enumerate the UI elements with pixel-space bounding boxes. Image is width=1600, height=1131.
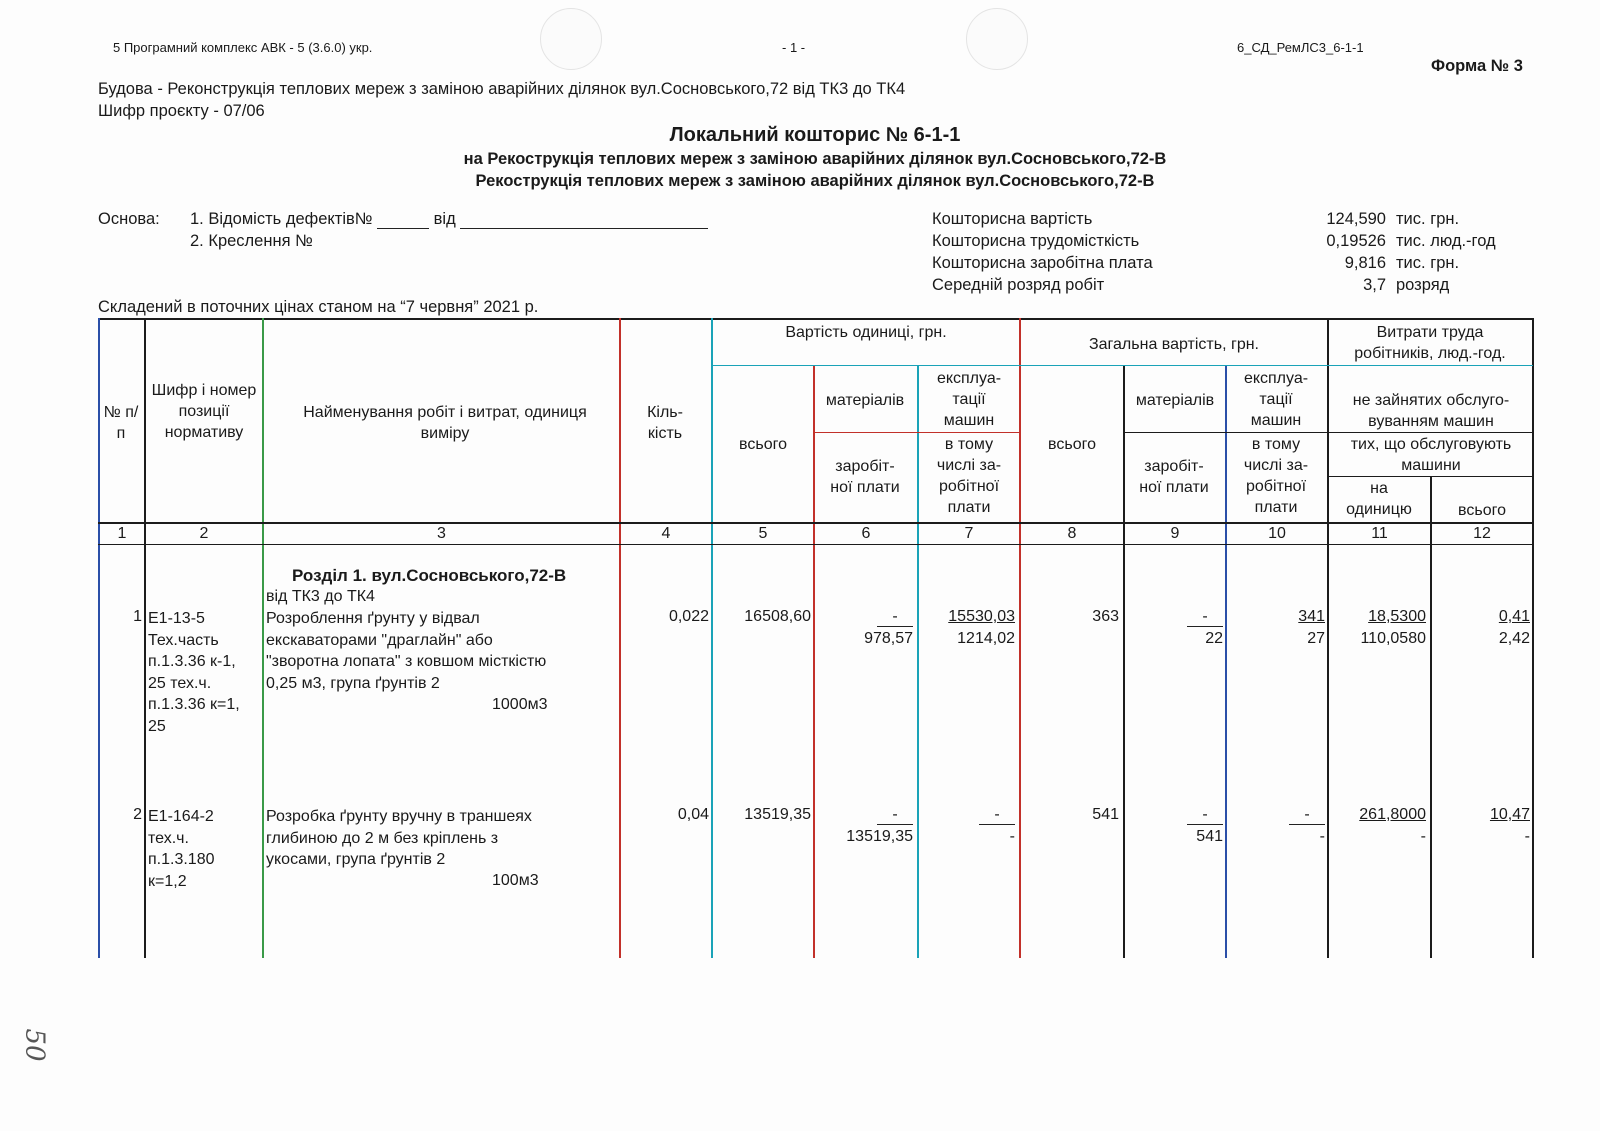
basis-label: Основа: [98,210,160,228]
row-labor-total: 0,41 [1498,608,1530,625]
row-labor-total-machines: - [1524,828,1530,845]
row-total-cost: 541 [1092,806,1119,823]
row-unit-cost-total: 13519,35 [744,806,811,823]
col-header-total-wages: заробіт-ної плати [1139,458,1209,496]
col-number: 4 [661,525,671,542]
row-total-machines: - [1227,806,1325,825]
summary-value: 9,816 [1344,254,1386,272]
col-header-labor: Витрати труда робітників, люд.-год. [1354,324,1506,362]
col-header-num: № п/п [103,404,139,442]
row-unit-materials: - [815,806,913,825]
row-total-materials: - [1125,608,1223,627]
row-unit-machine-wages: - [1009,828,1015,845]
col-number: 3 [437,525,446,542]
col-header-unit-wages: заробіт-ної плати [830,458,900,496]
row-total-materials: - [1125,806,1223,825]
blank-field [377,214,429,229]
document-code: 6_СД_РемЛС3_6-1-1 [1237,40,1364,55]
row-labor-per-unit-machines: - [1420,828,1426,845]
row-unit: 1000м3 [492,696,548,713]
col-header-labor-total: всього [1458,502,1506,519]
program-name: 5 Програмний комплекс АВК - 5 (3.6.0) укр. [113,40,373,55]
summary-unit: тис. грн. [1396,254,1460,272]
summary-label: Кошторисна трудомісткість [932,232,1140,250]
row-total-machine-wages: 27 [1307,630,1325,647]
col-number: 7 [964,525,974,542]
row-total-cost: 363 [1092,608,1119,625]
row-number: 1 [133,608,142,625]
col-header-per-unit: на одиницю [1346,480,1412,518]
page-number: - 1 - [782,40,806,55]
col-number: 12 [1473,525,1491,542]
row-unit-machine-wages: 1214,02 [957,630,1015,647]
col-header-unit-machines: експлуа-тації машин [936,370,1002,429]
row-unit: 100м3 [492,872,539,889]
col-header-name: Найменування робіт і витрат, одиниця виміру [303,404,587,442]
col-number: 9 [1170,525,1180,542]
row-number: 2 [133,806,142,823]
col-header-total-machines: експлуа-тації машин [1243,370,1309,429]
col-header-total-materials: матеріалів [1135,392,1215,409]
form-number: Форма № 3 [1431,57,1523,75]
col-header-total-incl-wages: в тому числі за-робітної плати [1243,436,1309,516]
summary-label: Кошторисна заробітна плата [932,254,1153,272]
row-unit-wages: 13519,35 [846,828,913,845]
row-total-machine-wages: - [1319,828,1325,845]
estimate-subtitle-1: на Рекострукція теплових мереж з заміною аварійних ділянок вул.Сосновського,72-В [463,150,1167,168]
row-total-wages: 22 [1205,630,1223,647]
row-unit-materials: - [815,608,913,627]
col-header-total-all: всього [1048,436,1096,453]
estimate-subtitle-2: Рекострукція теплових мереж з заміною аварійних ділянок вул.Сосновського,72-В [475,172,1155,190]
row-unit-cost-total: 16508,60 [744,608,811,625]
handwritten-page-note: 50 [19,1028,50,1062]
row-labor-per-unit-machines: 110,0580 [1360,630,1426,647]
row-work-name: Розроблення ґрунту у відвал екскаваторами "драглайн" або "зворотна лопата" з ковшом місткістю 0,25 м3, група ґрунтів 2 [266,610,547,692]
summary-label: Кошторисна вартість [932,210,1093,228]
basis-line-2: 2. Креслення № [190,232,313,250]
col-header-unit-materials: матеріалів [825,392,905,409]
blank-field [460,214,708,229]
row-code: Е1-164-2 тех.ч. п.1.3.180 к=1,2 [148,808,215,890]
summary-unit: розряд [1396,276,1450,294]
row-quantity: 0,022 [668,608,709,625]
punch-hole [540,8,602,70]
summary-value: 3,7 [1363,276,1386,294]
row-quantity: 0,04 [677,806,709,823]
col-header-unit-cost: Вартість одиниці, грн. [785,324,947,341]
row-total-wages: 541 [1196,828,1223,845]
col-header-busy: тих, що обслуговують машини [1350,436,1512,474]
row-labor-total: 10,47 [1489,806,1530,823]
building-line: Будова - Реконструкція теплових мереж з заміною аварійних ділянок вул.Сосновського,72 від ТК3 до ТК4 [98,80,906,98]
col-number: 8 [1067,525,1077,542]
row-labor-per-unit: 18,5300 [1368,608,1426,625]
col-header-qty: Кіль-кість [647,404,683,442]
estimate-title: Локальний кошторис № 6-1-1 [669,124,961,146]
row-unit-wages: 978,57 [864,630,913,647]
col-number: 11 [1371,525,1388,542]
section-subtitle: від ТК3 до ТК4 [266,588,375,605]
punch-hole [966,8,1028,70]
basis-defects-label: 1. Відомість дефектів№ [190,210,373,228]
col-header-code: Шифр і номер позиції нормативу [151,382,257,441]
col-number: 2 [199,525,209,542]
summary-unit: тис. грн. [1396,210,1460,228]
row-code: Е1-13-5 Тех.часть п.1.3.36 к-1, 25 тех.ч. п.1.3.36 к=1, 25 [148,610,240,735]
summary-label: Середній розряд робіт [932,276,1105,294]
composed-date: Складений в поточних цінах станом на “7 червня” 2021 р. [98,298,539,316]
col-header-unit-incl-wages: в тому числі за-робітної плати [936,436,1002,516]
col-number: 6 [861,525,871,542]
row-unit-machines: 15530,03 [948,608,1015,625]
basis-from-label: від [433,210,456,228]
summary-unit: тис. люд.-год [1396,232,1496,250]
row-labor-total-machines: 2,42 [1498,630,1530,647]
col-header-total-cost: Загальна вартість, грн. [1088,336,1259,353]
row-work-name: Розробка ґрунту вручну в траншеях глибиною до 2 м без кріплень з укосами, група ґрунтів 2 [266,808,532,868]
col-number: 1 [117,525,127,542]
row-labor-per-unit: 261,8000 [1359,806,1426,823]
summary-value: 124,590 [1326,210,1386,228]
project-cipher: Шифр проєкту - 07/06 [98,102,265,120]
col-header-not-busy: не зайнятих обслуго-вуванням машин [1352,392,1510,430]
col-number: 5 [758,525,768,542]
row-unit-machines: - [919,806,1015,825]
basis-line-1 [190,210,708,229]
row-total-machines: 341 [1298,608,1325,625]
col-header-unit-all: всього [739,436,787,453]
col-number: 10 [1268,525,1286,542]
section-title: Розділ 1. вул.Сосновського,72-В [292,566,567,585]
summary-value: 0,19526 [1326,232,1386,250]
